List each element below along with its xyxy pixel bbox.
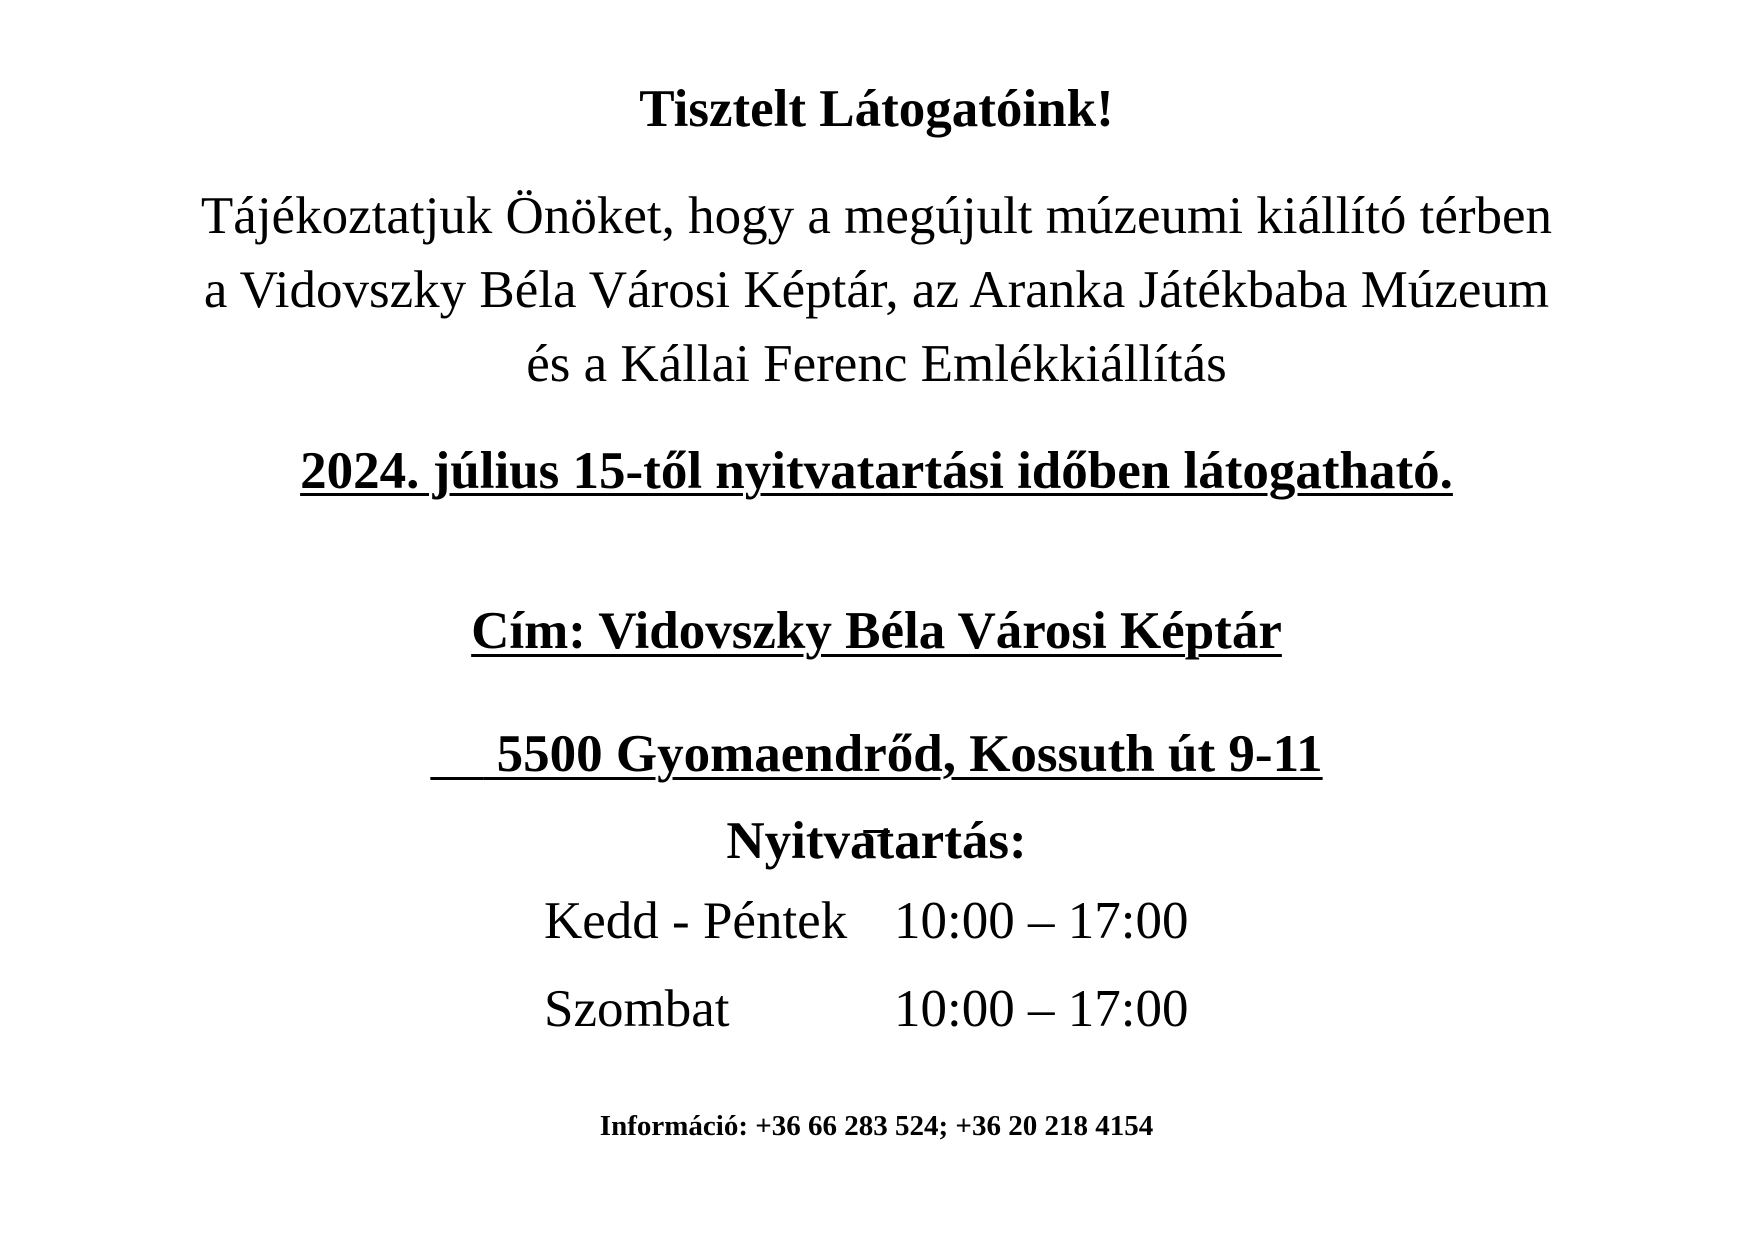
hours-day: Szombat <box>544 980 730 1038</box>
opening-date-highlight <box>0 442 1753 500</box>
hours-time: 10:00 – 17:00 <box>894 892 1189 950</box>
hours-time: 10:00 – 17:00 <box>894 980 1189 1038</box>
address-line-2 <box>0 675 1753 834</box>
opening-date-text: 2024. július 15-től nyitvatartási időben látogatható. <box>300 442 1453 500</box>
body-line-1: Tájékoztatjuk Önöket, hogy a megújult múzeumi kiállító térben <box>200 187 1553 245</box>
body-line-3: és a Kállai Ferenc Emlékkiállítás <box>526 335 1227 393</box>
address-name-text: Cím: Vidovszky Béla Városi Képtár <box>471 602 1282 660</box>
opening-hours-title: Nyitvatartás: <box>726 812 1027 870</box>
greeting-heading: Tisztelt Látogatóink! <box>639 80 1114 138</box>
hours-row <box>0 892 1753 955</box>
address-street-text: 5500 Gyomaendrőd, Kossuth út 9-11 <box>483 725 1323 783</box>
contact-info: Információ: +36 66 283 524; +36 20 218 4154 <box>599 1110 1154 1142</box>
body-line-2: a Vidovszky Béla Városi Képtár, az Aranka Játékbaba Múzeum <box>203 261 1550 319</box>
hours-row <box>0 980 1753 1043</box>
address-line-1 <box>0 602 1753 660</box>
hours-day: Kedd - Péntek <box>544 892 848 950</box>
